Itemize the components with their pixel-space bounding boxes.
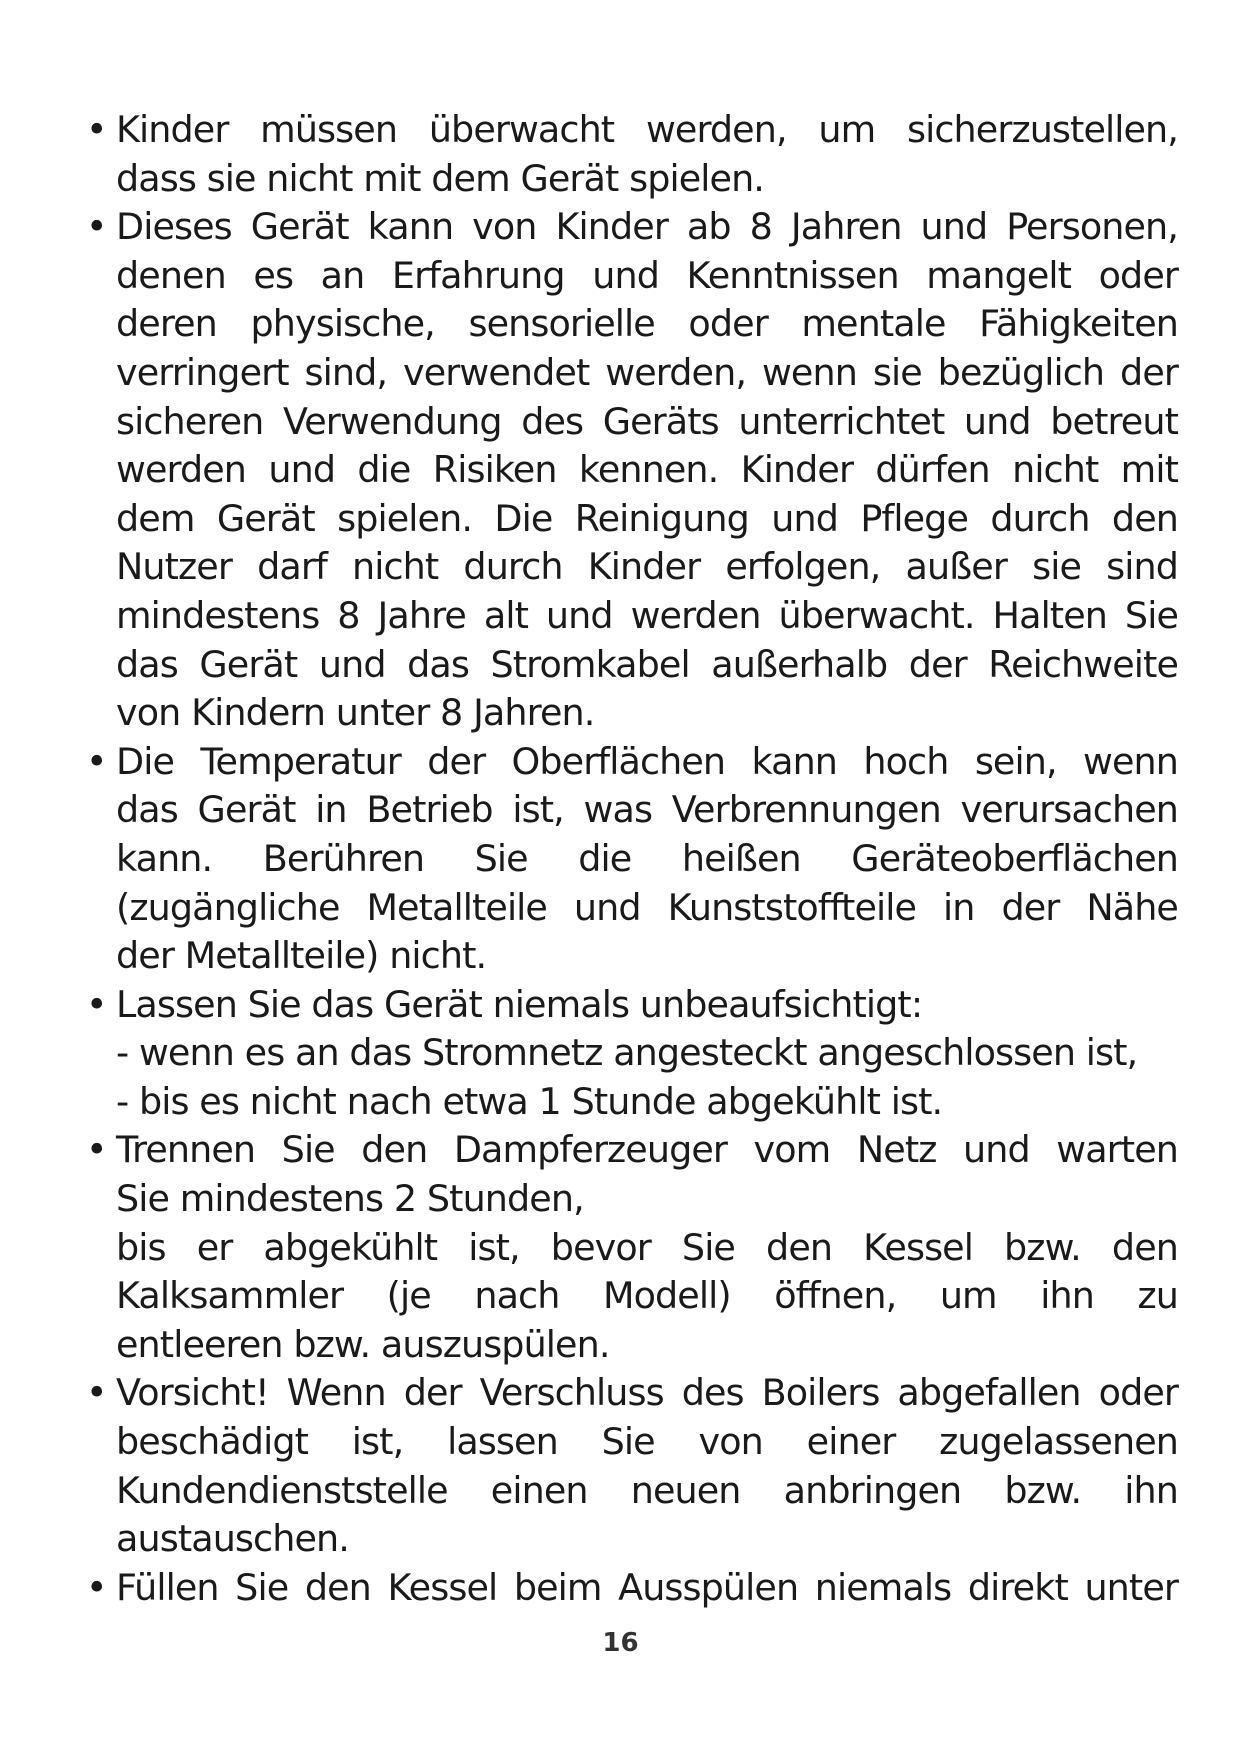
safety-instructions-list <box>86 106 1178 1612</box>
list-item <box>86 1126 1178 1369</box>
bullet-marker: • <box>86 982 107 1026</box>
text-line: von Kindern unter 8 Jahren. <box>116 691 595 735</box>
text-line: Füllen Sie den Kessel beim Ausspülen niemals direkt unter <box>116 1565 1178 1609</box>
text-line: Sie mindestens 2 Stunden, <box>116 1177 584 1221</box>
text-line: - wenn es an das Stromnetz angesteckt angeschlossen ist, <box>116 1031 1138 1075</box>
text-line: der Metallteile) nicht. <box>116 934 487 978</box>
bullet-marker: • <box>86 1565 107 1609</box>
text-line: - bis es nicht nach etwa 1 Stunde abgekühlt ist. <box>116 1079 943 1123</box>
page-number: 16 <box>602 1628 639 1658</box>
list-item <box>86 106 1178 203</box>
bullet-marker: • <box>86 205 107 249</box>
text-line: denen es an Erfahrung und Kenntnissen mangelt oder <box>116 253 1178 297</box>
bullet-marker: • <box>86 108 107 151</box>
list-item <box>86 738 1178 981</box>
text-line: das Gerät und das Stromkabel außerhalb der Reichweite <box>116 642 1178 686</box>
text-line: verringert sind, verwendet werden, wenn sie bezüglich der <box>116 350 1178 394</box>
list-item <box>86 203 1178 738</box>
text-line: deren physische, sensorielle oder mentale Fähigkeiten <box>116 302 1178 346</box>
list-item <box>86 1369 1178 1563</box>
text-line: Trennen Sie den Dampferzeuger vom Netz und warten <box>116 1128 1178 1172</box>
text-line: (zugängliche Metallteile und Kunststoffteile in der Nähe <box>116 885 1178 929</box>
list-item <box>86 1564 1178 1613</box>
text-line: kann. Berühren Sie die heißen Geräteoberflächen <box>116 836 1178 880</box>
text-line: Lassen Sie das Gerät niemals unbeaufsichtigt: <box>116 982 923 1026</box>
bullet-marker: • <box>86 1128 107 1172</box>
text-line: bis er abgekühlt ist, bevor Sie den Kessel bzw. den <box>116 1225 1178 1269</box>
text-line: dem Gerät spielen. Die Reinigung und Pflege durch den <box>116 496 1178 540</box>
text-line: Dieses Gerät kann von Kinder ab 8 Jahren und Personen, <box>116 205 1178 249</box>
bullet-marker: • <box>86 739 107 783</box>
text-line: beschädigt ist, lassen Sie von einer zugelassenen <box>116 1420 1178 1464</box>
text-line: austauschen. <box>116 1517 349 1561</box>
bullet-marker: • <box>86 1371 107 1415</box>
text-line: werden und die Risiken kennen. Kinder dürfen nicht mit <box>116 448 1178 492</box>
text-line: Kundendienststelle einen neuen anbringen bzw. ihn <box>116 1468 1178 1512</box>
text-line: entleeren bzw. auszuspülen. <box>116 1322 610 1366</box>
text-line: dass sie nicht mit dem Gerät spielen. <box>116 156 765 200</box>
text-line: mindestens 8 Jahre alt und werden überwacht. Halten Sie <box>116 593 1178 637</box>
text-line: Kalksammler (je nach Modell) öffnen, um ihn zu <box>116 1274 1178 1318</box>
text-line: das Gerät in Betrieb ist, was Verbrennungen verursachen <box>116 788 1178 832</box>
text-line: Kinder müssen überwacht werden, um sicherzustellen, <box>116 108 1178 151</box>
text-line: Nutzer darf nicht durch Kinder erfolgen, außer sie sind <box>116 545 1178 589</box>
text-line: Vorsicht! Wenn der Verschluss des Boilers abgefallen oder <box>116 1371 1178 1415</box>
list-item <box>86 981 1178 1127</box>
text-line: sicheren Verwendung des Geräts unterrichtet und betreut <box>116 399 1178 443</box>
text-line: Die Temperatur der Oberflächen kann hoch sein, wenn <box>116 739 1178 783</box>
